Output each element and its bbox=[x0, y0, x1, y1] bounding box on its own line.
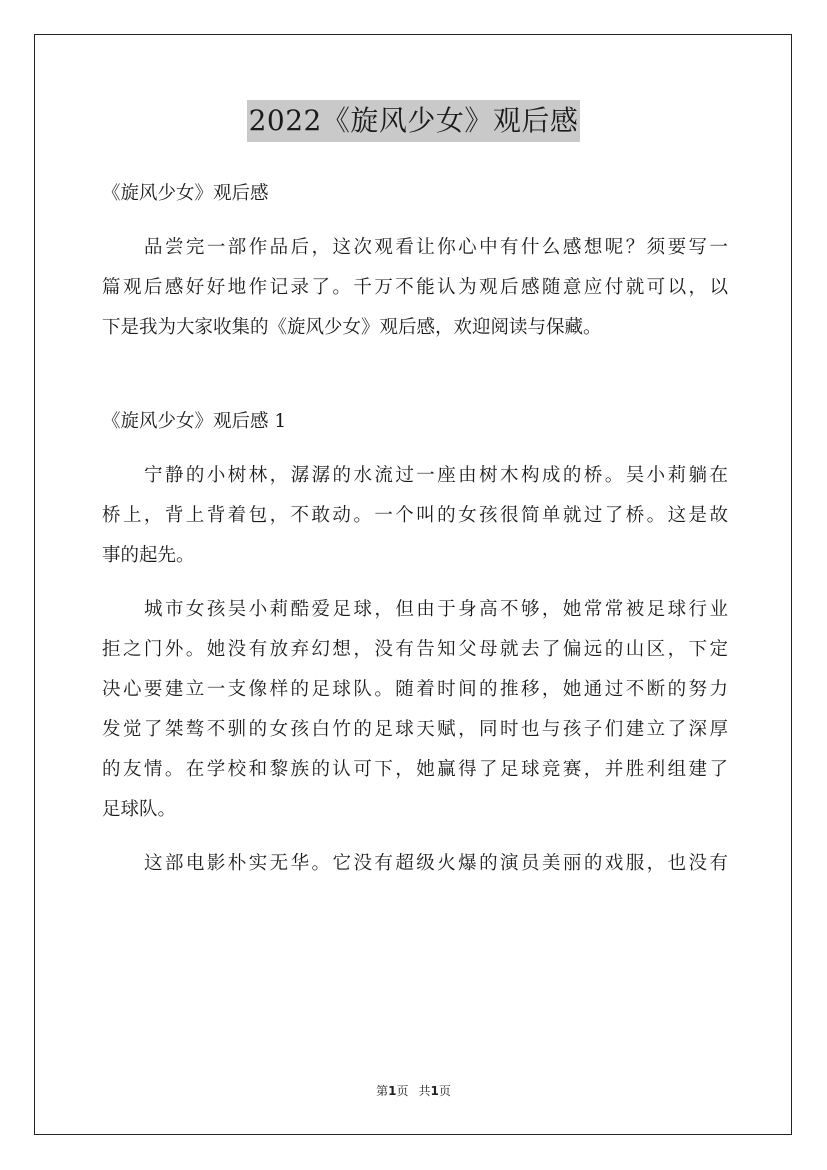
page-total-prefix: 共 bbox=[418, 1084, 431, 1098]
page-total: 1 bbox=[430, 1084, 439, 1098]
paragraph-line: 决心要建立一支像样的足球队。随着时间的推移，她通过不断的努力 bbox=[102, 679, 728, 700]
paragraph-line: 的友情。在学校和黎族的认可下，她赢得了足球竞赛，并胜利组建了 bbox=[102, 759, 728, 780]
paragraph-line: 城市女孩吴小莉酷爱足球，但由于身高不够，她常常被足球行业 bbox=[144, 599, 728, 620]
paragraph-line: 篇观后感好好地作记录了。千万不能认为观后感随意应付就可以，以 bbox=[102, 277, 728, 298]
document-body bbox=[102, 174, 728, 884]
document-title: 2022《旋风少女》观后感 bbox=[247, 100, 581, 142]
paragraph-1 bbox=[102, 456, 728, 576]
paragraph-line: 发觉了桀骜不驯的女孩白竹的足球天赋，同时也与孩子们建立了深厚 bbox=[102, 719, 728, 740]
intro-paragraph bbox=[102, 228, 728, 348]
paragraph-line: 足球队。 bbox=[102, 799, 177, 820]
paragraph-3 bbox=[102, 844, 728, 884]
page-number-prefix: 第 bbox=[376, 1084, 389, 1098]
paragraph-line: 这部电影朴实无华。它没有超级火爆的演员美丽的戏服，也没有 bbox=[144, 853, 728, 874]
paragraph-line: 下是我为大家收集的《旋风少女》观后感，欢迎阅读与保藏。 bbox=[102, 317, 602, 338]
paragraph-line: 宁静的小树林，潺潺的水流过一座由树木构成的桥。吴小莉躺在 bbox=[144, 465, 728, 486]
paragraph-line: 桥上，背上背着包，不敢动。一个叫的女孩很简单就过了桥。这是故 bbox=[102, 505, 728, 526]
title-container bbox=[0, 100, 827, 142]
page-total-suffix: 页 bbox=[438, 1084, 451, 1098]
page-footer bbox=[0, 1082, 827, 1099]
document-subtitle: 《旋风少女》观后感 bbox=[102, 183, 269, 204]
paragraph-line: 品尝完一部作品后，这次观看让你心中有什么感想呢？须要写一 bbox=[144, 237, 728, 258]
page-number-current: 1 bbox=[388, 1084, 397, 1098]
paragraph-line: 事的起先。 bbox=[102, 545, 195, 566]
paragraph-2 bbox=[102, 590, 728, 830]
section-heading: 《旋风少女》观后感 1 bbox=[102, 411, 287, 432]
page-number-suffix: 页 bbox=[396, 1084, 409, 1098]
paragraph-line: 拒之门外。她没有放弃幻想，没有告知父母就去了偏远的山区，下定 bbox=[102, 639, 728, 660]
